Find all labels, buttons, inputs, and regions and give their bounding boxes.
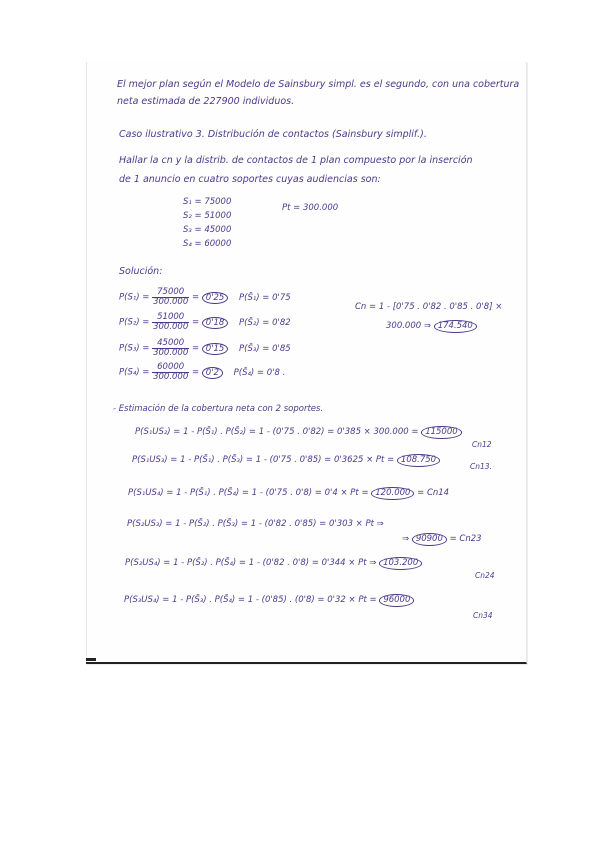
prob-complement: P(S̄₄) = 0'8 . — [233, 367, 286, 378]
fraction-numerator: 51000 — [152, 313, 189, 323]
prob-fraction — [152, 313, 189, 331]
fraction-denominator: 300.000 — [153, 321, 189, 332]
pair-label: = Cn23 — [449, 534, 482, 544]
estimation-heading: - Estimación de la cobertura neta con 2 soportes. — [113, 404, 324, 414]
prob-row — [119, 339, 291, 357]
prob-fraction — [152, 363, 189, 381]
fraction-numerator: 45000 — [152, 339, 189, 349]
pair-expression: P(S₃US₄) = 1 - P(S̄₃) . P(S̄₄) = 1 - (0'85) . (0'8) = 0'32 × Pt = — [124, 595, 377, 605]
fraction-denominator: 300.000 — [153, 371, 189, 382]
pair-label: Cn13. — [470, 462, 492, 471]
pair-value: 120.000 — [371, 487, 414, 500]
prob-row — [119, 313, 291, 331]
support-s3: S₃ = 45000 — [183, 225, 232, 235]
page-edge — [86, 62, 87, 662]
prob-row — [119, 363, 285, 381]
cn-total-value: 174.540 — [434, 320, 477, 333]
prob-complement: P(S̄₁) = 0'75 — [239, 292, 291, 303]
cn-result-line — [386, 320, 477, 333]
fraction-denominator: 300.000 — [153, 296, 189, 307]
pair-label: Cn34 — [473, 611, 493, 620]
pair-label: Cn24 — [475, 571, 495, 580]
problem-line-1: Hallar la cn y la distrib. de contactos de 1 plan compuesto por la inserción — [119, 155, 473, 166]
solution-label: Solución: — [119, 266, 163, 277]
section-heading: Caso ilustrativo 3. Distribución de contactos (Sainsbury simplif.). — [119, 129, 427, 140]
prob-equals: = — [191, 317, 200, 328]
pair-label: Cn12 — [472, 440, 492, 449]
pair-continuation — [402, 533, 482, 546]
fraction-numerator: 60000 — [152, 363, 189, 373]
pair-row — [132, 454, 440, 467]
intro-line-2: neta estimada de 227900 individuos. — [117, 96, 295, 107]
pair-value: 103.200 — [379, 557, 422, 570]
pair-expression: P(S₁US₃) = 1 - P(S̄₁) . P(S̄₃) = 1 - (0'75 . 0'85) = 0'3625 × Pt = — [132, 455, 395, 465]
pair-row — [124, 594, 414, 607]
prob-lhs: P(S₄) = — [119, 367, 150, 378]
pair-value: 96000 — [379, 594, 414, 607]
pair-value: 90900 — [412, 533, 447, 546]
prob-equals: = — [191, 292, 200, 303]
support-s4: S₄ = 60000 — [183, 239, 232, 249]
problem-line-2: de 1 anuncio en cuatro soportes cuyas audiencias son: — [119, 174, 381, 185]
pair-label: = Cn14 — [417, 488, 450, 498]
pair-expression: P(S₂US₄) = 1 - P(S̄₂) . P(S̄₄) = 1 - (0'82 . 0'8) = 0'344 × Pt ⇒ — [125, 558, 377, 568]
page-corner-mark — [86, 658, 96, 661]
fraction-numerator: 75000 — [152, 288, 189, 298]
fraction-denominator: 300.000 — [153, 347, 189, 358]
pair-row — [127, 520, 384, 529]
pair-value: 108.750 — [397, 454, 440, 467]
prob-result: 0'18 — [202, 317, 229, 330]
pair-expression: P(S₁US₄) = 1 - P(S̄₁) . P(S̄₄) = 1 - (0'75 . 0'8) = 0'4 × Pt = — [128, 488, 369, 498]
prob-result: 0'2 — [202, 367, 223, 380]
prob-equals: = — [191, 343, 200, 354]
prob-complement: P(S̄₂) = 0'82 — [239, 317, 291, 328]
intro-line-1: El mejor plan según el Modelo de Sainsbury simpl. es el segundo, con una cobertura — [117, 79, 520, 90]
prob-lhs: P(S₃) = — [119, 343, 150, 354]
pair-expression: P(S₂US₃) = 1 - P(S̄₂) . P(S̄₃) = 1 - (0'82 . 0'85) = 0'303 × Pt ⇒ — [127, 519, 384, 529]
pair-row — [135, 426, 462, 439]
prob-equals: = — [191, 367, 200, 378]
pair-row — [125, 557, 422, 570]
cn-formula: Cn = 1 - [0'75 . 0'82 . 0'85 . 0'8] × — [355, 302, 503, 312]
prob-result: 0'25 — [202, 292, 229, 305]
prob-complement: P(S̄₃) = 0'85 — [239, 343, 291, 354]
total-population: Pt = 300.000 — [282, 203, 339, 213]
pair-arrow: ⇒ — [402, 534, 410, 544]
pair-row — [128, 487, 449, 500]
prob-row — [119, 288, 291, 306]
support-s2: S₂ = 51000 — [183, 211, 232, 221]
cn-population: 300.000 ⇒ — [386, 321, 431, 331]
prob-fraction — [152, 288, 189, 306]
pair-value: 115000 — [421, 426, 461, 439]
pair-expression: P(S₁US₂) = 1 - P(S̄₁) . P(S̄₂) = 1 - (0'75 . 0'82) = 0'385 × 300.000 = — [135, 427, 419, 437]
prob-fraction — [152, 339, 189, 357]
prob-lhs: P(S₂) = — [119, 317, 150, 328]
support-s1: S₁ = 75000 — [183, 197, 232, 207]
prob-lhs: P(S₁) = — [119, 292, 150, 303]
prob-result: 0'15 — [202, 343, 229, 356]
